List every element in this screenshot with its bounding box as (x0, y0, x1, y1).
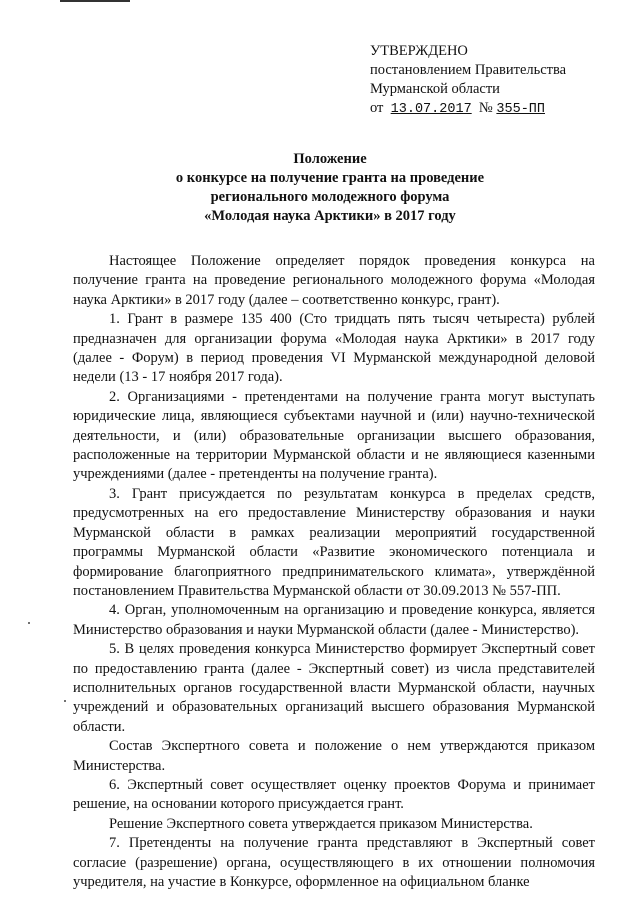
approval-line-3: Мурманской области (370, 81, 500, 97)
document-body (73, 252, 595, 892)
paragraph-7: 7. Претенденты на получение гранта представляют в Экспертный совет согласие (разрешение) органа, осуществляющего в их отношении полномочия учредителя, на участие в Конкурсе, оформленное на официальном бланке (73, 835, 595, 890)
paragraph-2: 2. Организациями - претендентами на получение гранта могут выступать юридические лица, являющиеся субъектами научной и (или) научно-технической деятельности, и (или) образовательные организации высшего образования, расположенные на территории Мурманской области и не являющиеся казенными учреждениями (далее - претенденты на получение гранта). (73, 388, 595, 483)
approval-stamp (370, 42, 610, 119)
paragraph-5-composition: Состав Экспертного совета и положение о нем утверждаются приказом Министерства. (73, 738, 595, 774)
approval-from-prefix: от (370, 100, 384, 116)
paragraph-5: 5. В целях проведения конкурса Министерство формирует Экспертный совет по предоставлению гранта (далее - Экспертный совет) из числа представителей исполнительных органов государственной власти Мурманской области, научных учреждений и образовательных организаций высшего образования Мурманской области. (73, 641, 595, 735)
approval-number: 355-ПП (496, 102, 545, 117)
title-line-3: регионального молодежного форума (210, 189, 450, 205)
approval-line-2: постановлением Правительства (370, 62, 567, 78)
approval-heading: УТВЕРЖДЕНО (370, 43, 468, 59)
paragraph-3: 3. Грант присуждается по результатам конкурса в пределах средств, предусмотренных на его предоставление Министерству образования и науки Мурманской области в рамках реализации мероприятий государственной программы Мурманской области «Развитие экономического потенциала и формирование благоприятного предпринимательского климата», утверждённой постановлением Правительства Мурманской области от 30.09.2013 № 557-ПП. (73, 485, 595, 599)
paragraph-intro: Настоящее Положение определяет порядок проведения конкурса на получение гранта на проведение регионального молодежного форума «Молодая наука Арктики» в 2017 году (далее – соответственно конкурс, грант). (73, 253, 595, 308)
paragraph-4: 4. Орган, уполномоченным на организацию и проведение конкурса, является Министерство образования и науки Мурманской области (далее - Министерство). (73, 602, 595, 638)
paragraph-1: 1. Грант в размере 135 400 (Сто тридцать пять тысяч четыреста) рублей предназначен для организации форума «Молодая наука Арктики» в 2017 году (далее - Форум) в период проведения VI Мурманской международной деловой недели (13 - 17 ноября 2017 года). (73, 311, 595, 386)
approval-date: 13.07.2017 (390, 102, 472, 117)
title-line-1: Положение (293, 151, 367, 167)
title-line-4: «Молодая наука Арктики» в 2017 году (204, 208, 456, 224)
document-title (60, 150, 600, 226)
approval-date-line (370, 99, 610, 119)
approval-number-sign: № (478, 100, 493, 116)
title-line-2: о конкурсе на получение гранта на проведение (175, 170, 485, 186)
paragraph-6: 6. Экспертный совет осуществляет оценку проектов Форума и принимает решение, на основании которого присуждается грант. (73, 776, 595, 813)
scan-speck (28, 622, 30, 624)
paragraph-6-decision: Решение Экспертного совета утверждается приказом Министерства. (109, 815, 533, 832)
scan-speck (64, 700, 66, 702)
top-edge-line (60, 0, 130, 2)
